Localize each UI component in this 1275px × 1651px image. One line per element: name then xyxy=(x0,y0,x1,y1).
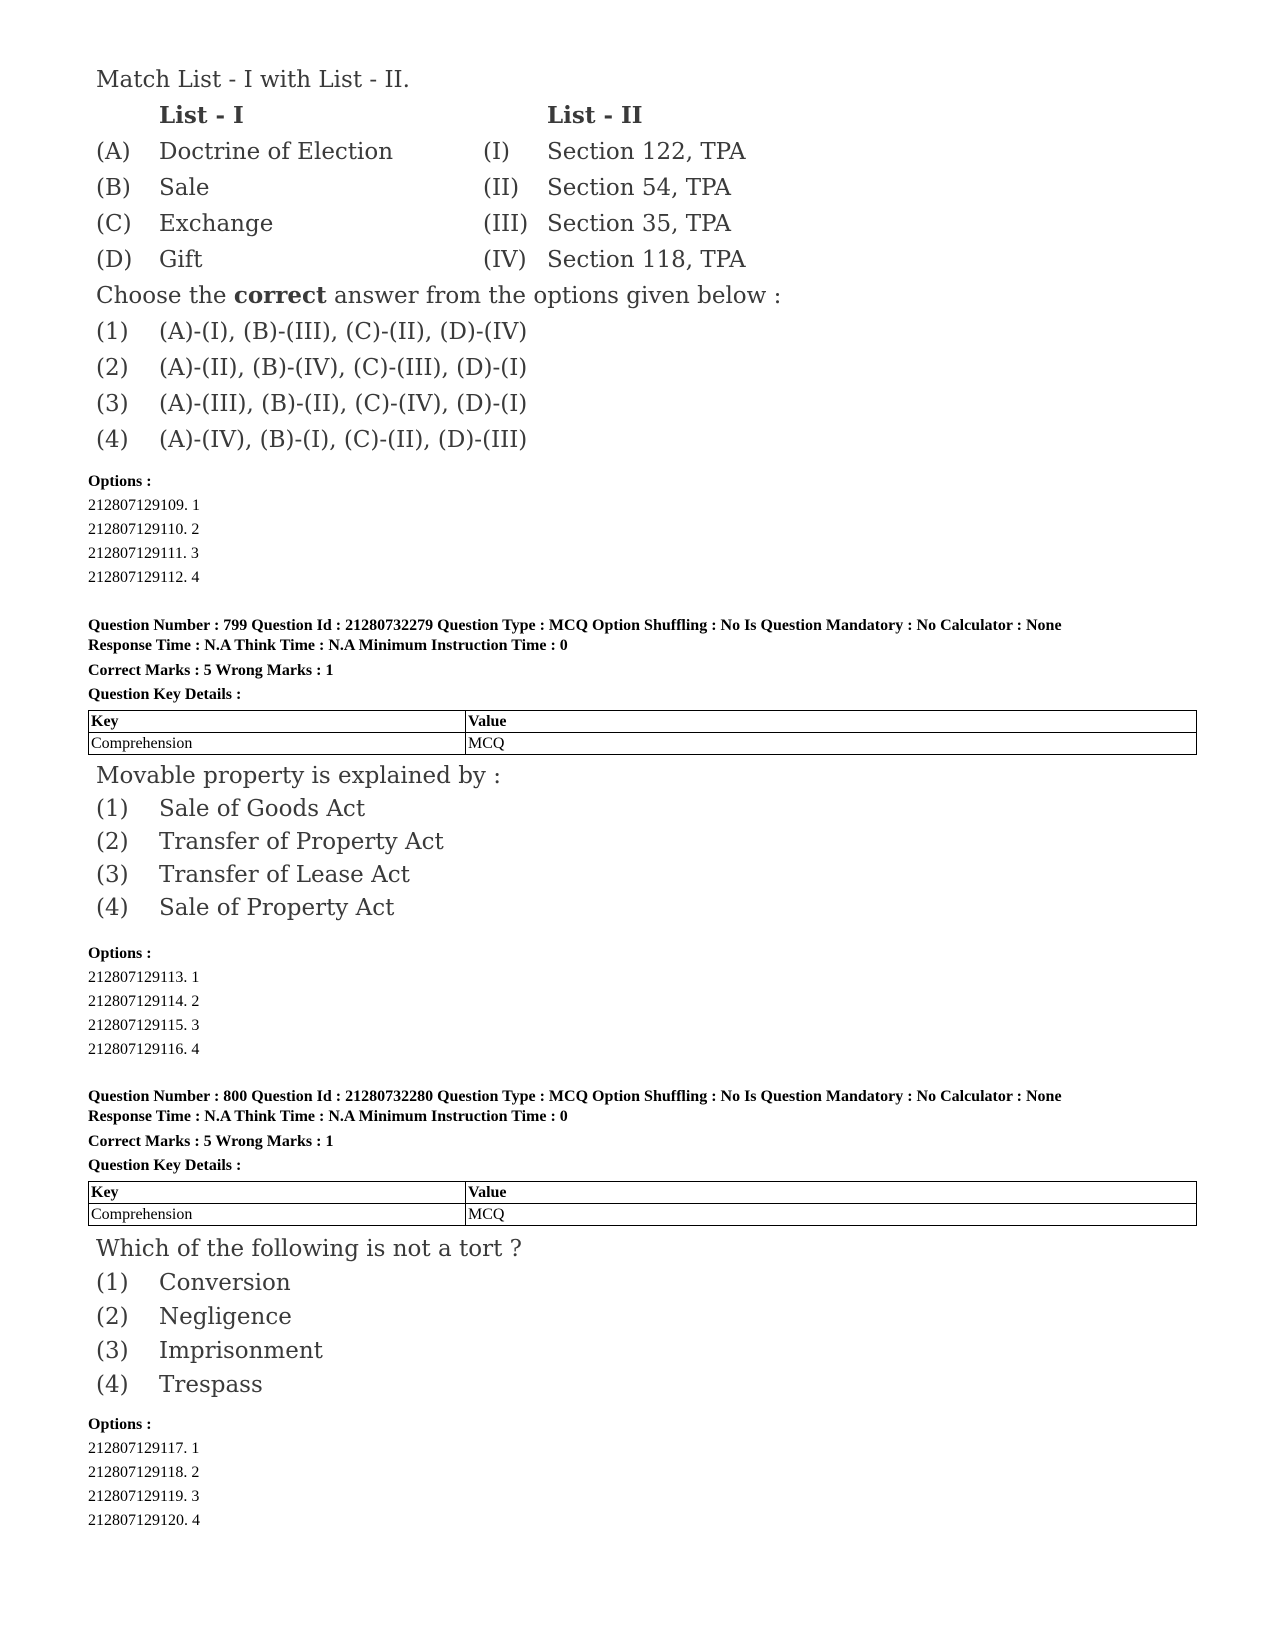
q799-key-table xyxy=(88,710,1197,755)
answer-num: (4) xyxy=(96,427,129,453)
options-label: Options : xyxy=(88,473,152,490)
table-cell-value: MCQ xyxy=(466,733,1197,755)
table-header-value: Value xyxy=(466,1182,1197,1204)
answer-text: (A)-(I), (B)-(III), (C)-(II), (D)-(IV) xyxy=(159,319,528,345)
table-header-key: Key xyxy=(89,711,466,733)
list-2-header: List - II xyxy=(547,102,643,129)
answer-text: (A)-(III), (B)-(II), (C)-(IV), (D)-(I) xyxy=(159,391,528,417)
q800-key-table xyxy=(88,1181,1197,1226)
q799-header xyxy=(88,616,1198,656)
q799-key-details-label: Question Key Details : xyxy=(88,686,242,703)
match-row-num: (IV) xyxy=(483,247,527,273)
answer-num: (3) xyxy=(96,1338,129,1364)
table-header-value: Value xyxy=(466,711,1197,733)
options-label: Options : xyxy=(88,1416,152,1433)
table-header-row xyxy=(89,711,1197,733)
answer-text: (A)-(II), (B)-(IV), (C)-(III), (D)-(I) xyxy=(159,355,528,381)
q800-header-line2: Response Time : N.A Think Time : N.A Minimum Instruction Time : 0 xyxy=(88,1108,568,1125)
answer-text: (A)-(IV), (B)-(I), (C)-(II), (D)-(III) xyxy=(159,427,528,453)
choose-post: answer from the options given below : xyxy=(326,283,782,309)
option-item: 212807129117. 1 xyxy=(88,1440,200,1457)
table-cell-value: MCQ xyxy=(466,1204,1197,1226)
answer-text: Transfer of Lease Act xyxy=(159,862,410,888)
option-item: 212807129115. 3 xyxy=(88,1017,200,1034)
list-1-header: List - I xyxy=(159,102,244,129)
q800-header-line1: Question Number : 800 Question Id : 21280732280 Question Type : MCQ Option Shuffling : No Is Question Mandatory : No Calculator : None xyxy=(88,1088,1062,1105)
match-row-label: (B) xyxy=(96,175,131,201)
match-row-num: (I) xyxy=(483,139,511,165)
option-item: 212807129112. 4 xyxy=(88,569,200,586)
option-item: 212807129109. 1 xyxy=(88,497,200,514)
match-row-match: Section 122, TPA xyxy=(547,139,746,165)
q800-marks-block xyxy=(88,1130,1198,1178)
option-item: 212807129111. 3 xyxy=(88,545,199,562)
answer-text: Sale of Goods Act xyxy=(159,796,366,822)
answer-num: (3) xyxy=(96,862,129,888)
answer-num: (1) xyxy=(96,796,129,822)
match-row-num: (II) xyxy=(483,175,520,201)
answer-num: (2) xyxy=(96,1304,129,1330)
q798-options xyxy=(88,470,1198,590)
match-row-match: Section 54, TPA xyxy=(547,175,732,201)
table-row xyxy=(89,1204,1197,1226)
q799-marks: Correct Marks : 5 Wrong Marks : 1 xyxy=(88,662,334,679)
option-item: 212807129118. 2 xyxy=(88,1464,200,1481)
q800-marks: Correct Marks : 5 Wrong Marks : 1 xyxy=(88,1133,334,1150)
answer-text: Sale of Property Act xyxy=(159,895,395,921)
q799-header-line2: Response Time : N.A Think Time : N.A Minimum Instruction Time : 0 xyxy=(88,637,568,654)
answer-num: (2) xyxy=(96,355,129,381)
answer-num: (3) xyxy=(96,391,129,417)
q800-key-details-label: Question Key Details : xyxy=(88,1157,242,1174)
match-row-item: Exchange xyxy=(159,211,274,237)
match-row-item: Sale xyxy=(159,175,210,201)
q799-options xyxy=(88,942,1198,1062)
option-item: 212807129116. 4 xyxy=(88,1041,200,1058)
table-cell-key: Comprehension xyxy=(89,733,466,755)
table-cell-key: Comprehension xyxy=(89,1204,466,1226)
options-label: Options : xyxy=(88,945,152,962)
q800-header xyxy=(88,1087,1198,1127)
q800-question: Which of the following is not a tort ? xyxy=(96,1236,522,1262)
answer-num: (1) xyxy=(96,1270,129,1296)
table-header-row xyxy=(89,1182,1197,1204)
option-item: 212807129120. 4 xyxy=(88,1512,200,1529)
q799-marks-block xyxy=(88,659,1198,707)
match-row-item: Doctrine of Election xyxy=(159,139,394,165)
answer-text: Conversion xyxy=(159,1270,291,1296)
option-item: 212807129114. 2 xyxy=(88,993,200,1010)
answer-num: (1) xyxy=(96,319,129,345)
q798-intro: Match List - I with List - II. xyxy=(96,67,410,93)
q799-question: Movable property is explained by : xyxy=(96,763,501,789)
option-item: 212807129119. 3 xyxy=(88,1488,200,1505)
table-row xyxy=(89,733,1197,755)
q799-header-line1: Question Number : 799 Question Id : 21280732279 Question Type : MCQ Option Shuffling : No Is Question Mandatory : No Calculator : None xyxy=(88,617,1062,634)
answer-num: (4) xyxy=(96,1372,129,1398)
match-row-match: Section 35, TPA xyxy=(547,211,732,237)
match-row-label: (D) xyxy=(96,247,133,273)
match-row-match: Section 118, TPA xyxy=(547,247,746,273)
q800-options xyxy=(88,1413,1198,1533)
answer-text: Imprisonment xyxy=(159,1338,323,1364)
answer-text: Negligence xyxy=(159,1304,292,1330)
match-row-num: (III) xyxy=(483,211,529,237)
option-item: 212807129110. 2 xyxy=(88,521,200,538)
answer-text: Transfer of Property Act xyxy=(159,829,444,855)
choose-bold: correct xyxy=(233,282,327,309)
answer-num: (4) xyxy=(96,895,129,921)
match-row-label: (C) xyxy=(96,211,132,237)
table-header-key: Key xyxy=(89,1182,466,1204)
option-item: 212807129113. 1 xyxy=(88,969,200,986)
match-row-label: (A) xyxy=(96,139,131,165)
match-row-item: Gift xyxy=(159,247,203,273)
answer-text: Trespass xyxy=(159,1372,263,1398)
choose-pre: Choose the xyxy=(96,283,234,309)
answer-num: (2) xyxy=(96,829,129,855)
